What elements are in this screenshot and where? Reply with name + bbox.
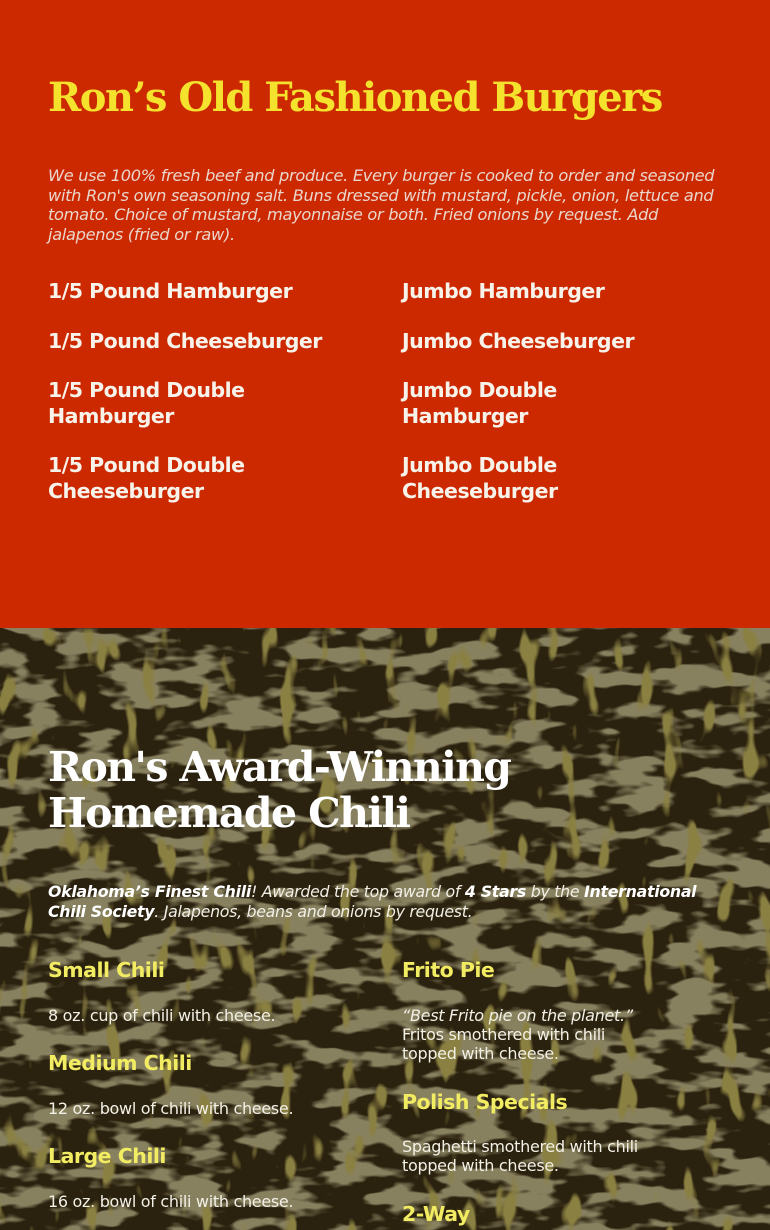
chili-by-text: by the [526, 882, 584, 901]
chili-description [48, 882, 728, 922]
menu-item-small-chili: Small Chili [48, 958, 165, 982]
menu-item-medium-chili: Medium Chili [48, 1051, 192, 1075]
menu-item-jumbo-double-cheeseburger: Jumbo Double Cheeseburger [402, 453, 558, 503]
chili-heading: Ron's Award-Winning Homemade Chili [48, 743, 511, 837]
menu-item-fifth-cheeseburger: 1/5 Pound Cheeseburger [48, 329, 322, 353]
frito-pie-text: Fritos smothered with chili topped with cheese. [402, 1025, 606, 1063]
large-chili-description: 16 oz. bowl of chili with cheese. [48, 1192, 294, 1211]
chili-request-text: . Jalapenos, beans and onions by request. [154, 902, 473, 921]
medium-chili-description: 12 oz. bowl of chili with cheese. [48, 1099, 294, 1118]
chili-section [0, 628, 770, 1230]
frito-pie-description [402, 1006, 642, 1063]
chili-finest-label: Oklahoma’s Finest Chili [48, 882, 251, 901]
menu-item-large-chili: Large Chili [48, 1144, 166, 1168]
menu-item-fifth-double-hamburger: 1/5 Pound Double Hamburger [48, 378, 245, 428]
small-chili-description: 8 oz. cup of chili with cheese. [48, 1006, 276, 1025]
menu-item-jumbo-cheeseburger: Jumbo Cheeseburger [402, 329, 635, 353]
polish-specials-description: Spaghetti smothered with chili topped with cheese. [402, 1137, 638, 1175]
burgers-description: We use 100% fresh beef and produce. Every burger is cooked to order and seasoned with Ron's own seasoning salt. Buns dressed with mustard, pickle, onion, lettuce and tomato. Choice of mustard, mayonnaise or both. Fried onions by request. Add jalapenos (fried or raw). [48, 166, 715, 244]
chili-stars-label: 4 Stars [464, 882, 526, 901]
menu-item-frito-pie: Frito Pie [402, 958, 495, 982]
chili-award-text: ! Awarded the top award of [250, 882, 465, 901]
menu-item-fifth-hamburger: 1/5 Pound Hamburger [48, 279, 293, 303]
burgers-heading: Ron’s Old Fashioned Burgers [48, 74, 662, 121]
menu-item-fifth-double-cheeseburger: 1/5 Pound Double Cheeseburger [48, 453, 245, 503]
menu-item-jumbo-double-hamburger: Jumbo Double Hamburger [402, 378, 557, 428]
chili-society-label: International Chili Society [48, 882, 697, 921]
menu-item-jumbo-hamburger: Jumbo Hamburger [402, 279, 605, 303]
menu-item-two-way: 2-Way [402, 1202, 470, 1226]
frito-pie-quote: “Best Frito pie on the planet.” [402, 1006, 633, 1025]
menu-item-polish-specials: Polish Specials [402, 1090, 568, 1114]
